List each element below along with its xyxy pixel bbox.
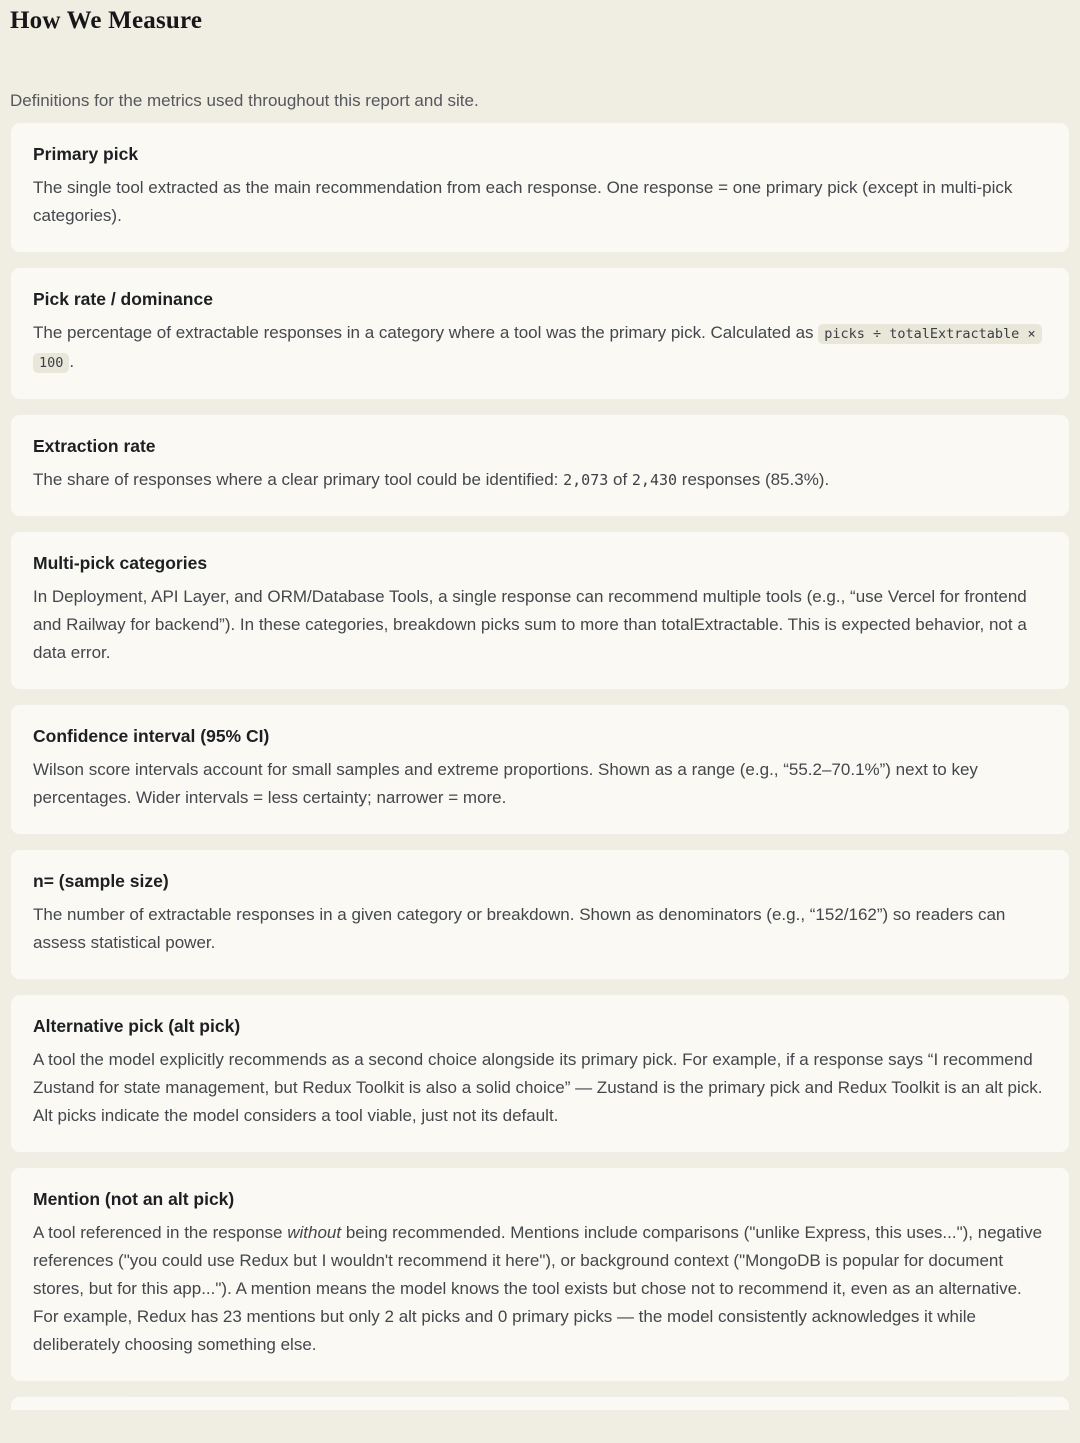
card-body bbox=[33, 901, 1047, 957]
card-pick-rate bbox=[10, 267, 1070, 400]
card-mention bbox=[10, 1167, 1070, 1382]
card-body bbox=[33, 583, 1047, 667]
body-text: The share of responses where a clear primary tool could be identified: bbox=[33, 470, 564, 489]
card-body bbox=[33, 319, 1047, 377]
card-title: n= (sample size) bbox=[33, 871, 169, 891]
body-text: . bbox=[69, 352, 75, 371]
card-body bbox=[33, 1219, 1047, 1359]
body-text: The percentage of extractable responses in a category where a tool was the primary pick. Calculated as bbox=[33, 323, 819, 342]
card-title: Extraction rate bbox=[33, 436, 156, 456]
inline-code-formula: picks ÷ totalExtractable × 100 bbox=[33, 324, 1042, 373]
card-primary-pick bbox=[10, 122, 1070, 253]
card-title: Alternative pick (alt pick) bbox=[33, 1016, 241, 1036]
card-body bbox=[33, 1046, 1047, 1130]
definition-cards bbox=[10, 122, 1070, 1410]
card-title: Confidence interval (95% CI) bbox=[33, 726, 270, 746]
body-text: The number of extractable responses in a given category or breakdown. Shown as denominators (e.g., “152/162”) so readers can assess statistical power. bbox=[33, 905, 1006, 952]
body-text: being recommended. Mentions include comparisons ("unlike Express, this uses..."), negative references ("you could use Redux but I wouldn't recommend it here"), or background context ("MongoDB is popular for document stores, but for this app..."). A mention means the model knows the tool exists but chose not to recommend it, even as an alternative. For example, Redux has 23 mentions but only 2 alt picks and 0 primary picks — the model consistently acknowledges it while deliberately choosing something else. bbox=[33, 1223, 1043, 1354]
body-text: of bbox=[608, 470, 632, 489]
card-sample-size bbox=[10, 849, 1070, 980]
card-multi-pick-categories bbox=[10, 531, 1070, 690]
emphasized-word: without bbox=[287, 1223, 342, 1242]
body-text: responses (85.3%). bbox=[677, 470, 830, 489]
mono-count-extracted: 2,073 bbox=[563, 471, 609, 489]
card-title: Mention (not an alt pick) bbox=[33, 1189, 235, 1209]
card-body bbox=[33, 756, 1047, 812]
body-text: The single tool extracted as the main recommendation from each response. One response = one primary pick (except in multi-pick categories). bbox=[33, 178, 1013, 225]
card-partial-clipped bbox=[10, 1396, 1070, 1410]
card-title: Multi-pick categories bbox=[33, 553, 208, 573]
body-text: A tool referenced in the response bbox=[33, 1223, 288, 1242]
body-text: Wilson score intervals account for small samples and extreme proportions. Shown as a range (e.g., “55.2–70.1%”) next to key percentages. Wider intervals = less certainty; narrower = more. bbox=[33, 760, 978, 807]
card-body bbox=[33, 174, 1047, 230]
page-subtitle: Definitions for the metrics used throughout this report and site. bbox=[10, 91, 479, 110]
card-body bbox=[33, 466, 1047, 494]
card-extraction-rate bbox=[10, 414, 1070, 517]
mono-count-total: 2,430 bbox=[631, 471, 678, 489]
card-confidence-interval bbox=[10, 704, 1070, 835]
body-text: In Deployment, API Layer, and ORM/Database Tools, a single response can recommend multiple tools (e.g., “use Vercel for frontend and Railway for backend”). In these categories, breakdown picks sum to more than totalExtractable. This is expected behavior, not a data error. bbox=[33, 587, 1027, 662]
page-title: How We Measure bbox=[10, 7, 203, 34]
body-text: A tool the model explicitly recommends as a second choice alongside its primary pick. For example, if a response says “I recommend Zustand for state management, but Redux Toolkit is also a solid choice” — Zustand is the primary pick and Redux Toolkit is an alt pick. Alt picks indicate the model considers a tool viable, just not its default. bbox=[33, 1050, 1043, 1125]
card-alternative-pick bbox=[10, 994, 1070, 1153]
card-title: Pick rate / dominance bbox=[33, 289, 213, 309]
card-title: Primary pick bbox=[33, 144, 139, 164]
